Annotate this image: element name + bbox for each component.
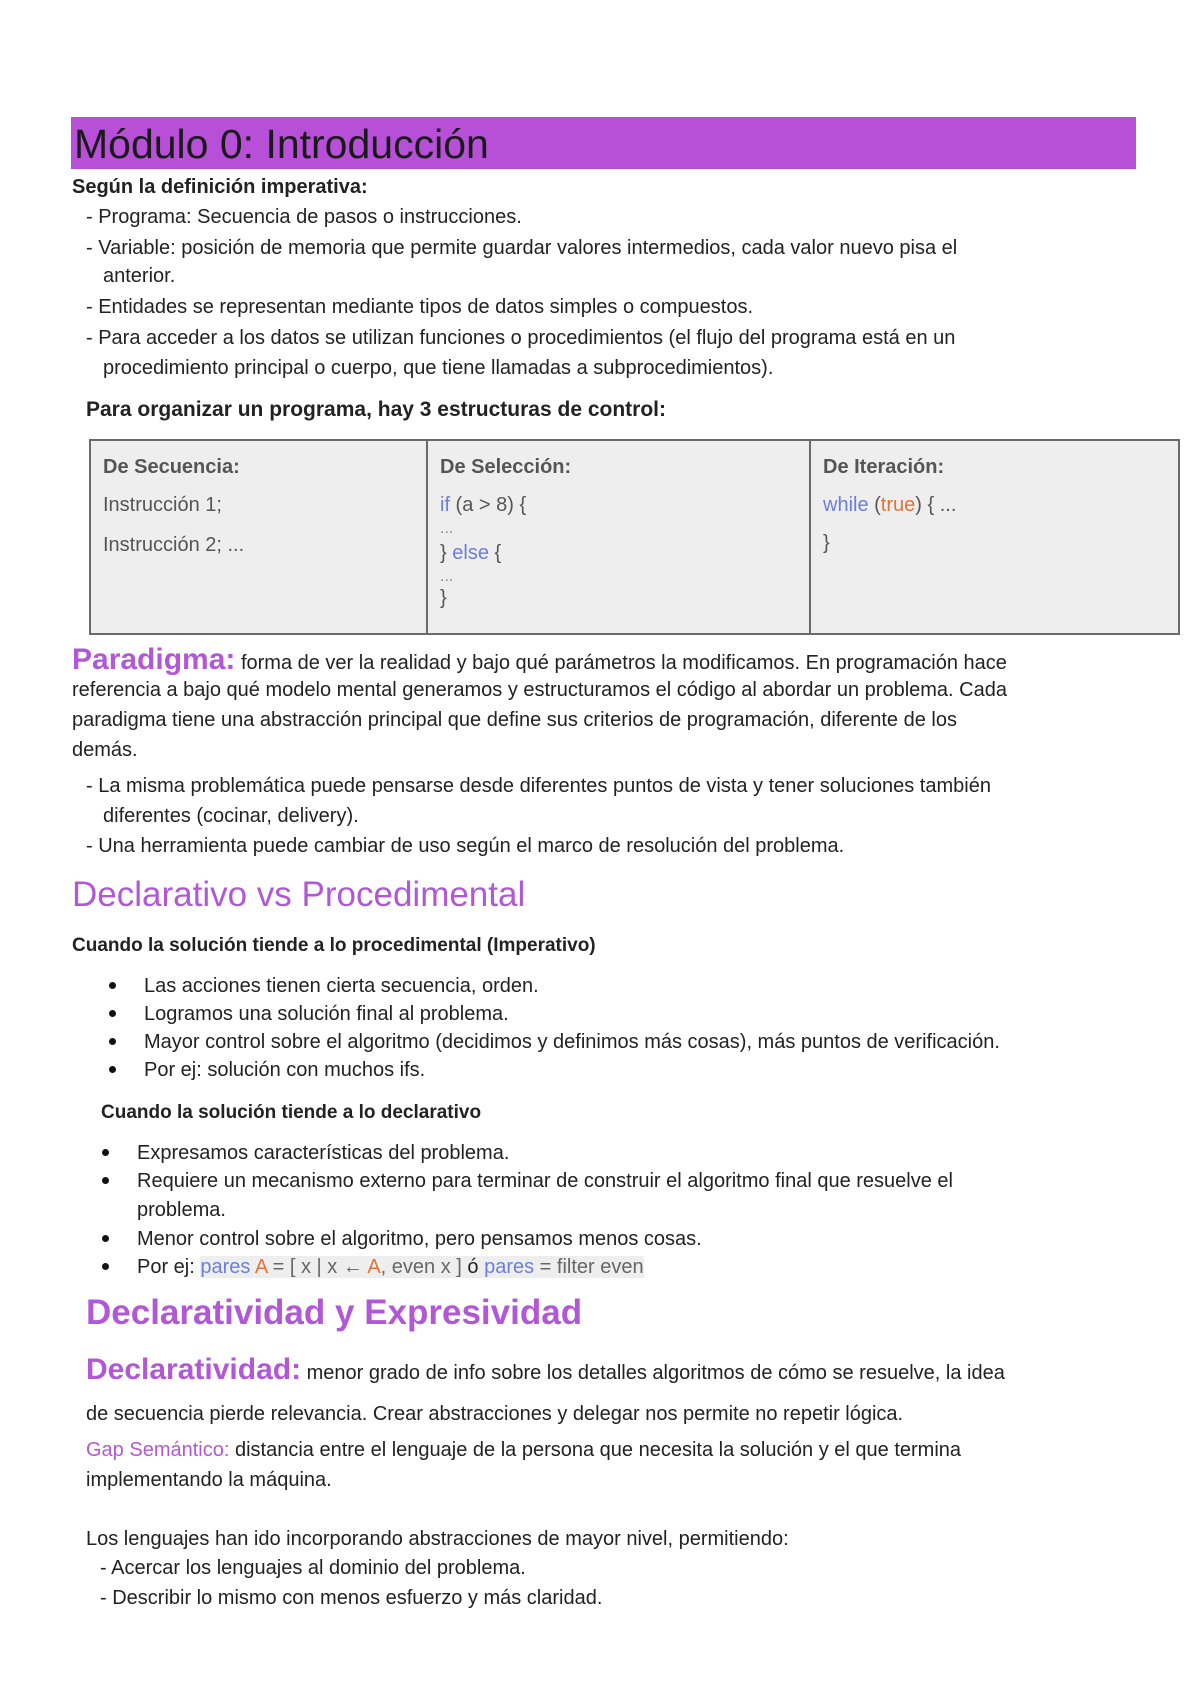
sequence-title: De Secuencia: bbox=[103, 456, 240, 478]
bullet bbox=[102, 1263, 109, 1270]
keyword-if: if bbox=[440, 494, 450, 516]
paradigm-line-3: paradigma tiene una abstracción principal que define sus criterios de programación, diferente de los bbox=[72, 709, 957, 731]
example-a-2: A bbox=[362, 1256, 381, 1278]
languages-item-2: - Describir lo mismo con menos esfuerzo y más claridad. bbox=[100, 1587, 603, 1609]
gap-text-1: distancia entre el lenguaje de la persona que necesita la solución y el que termina bbox=[229, 1439, 962, 1461]
procedural-item-4: Por ej: solución con muchos ifs. bbox=[144, 1059, 426, 1081]
bullet bbox=[109, 1038, 116, 1045]
bullet bbox=[102, 1177, 109, 1184]
imperative-item-1: - Programa: Secuencia de pasos o instrucciones. bbox=[86, 206, 522, 228]
if-condition: (a > 8) { bbox=[450, 494, 527, 516]
keyword-else: else bbox=[452, 542, 489, 564]
bullet bbox=[102, 1235, 109, 1242]
imperative-heading: Según la definición imperativa: bbox=[72, 176, 368, 198]
declarative-subheading: Cuando la solución tiende a lo declarativo bbox=[101, 1102, 482, 1123]
else-brace: } bbox=[440, 542, 453, 564]
declarativity-line-2: de secuencia pierde relevancia. Crear abstracciones y delegar nos permite no repetir lógica. bbox=[86, 1403, 904, 1425]
selection-if-line bbox=[440, 491, 797, 519]
iteration-title: De Iteración: bbox=[823, 456, 945, 478]
example-arrow: ← bbox=[342, 1256, 363, 1278]
bullet bbox=[109, 982, 116, 989]
example-pares-1: pares bbox=[200, 1256, 251, 1278]
paradigm-item-1: - La misma problemática puede pensarse desde diferentes puntos de vista y tener soluciones también bbox=[86, 775, 991, 797]
declarative-item-4-example bbox=[137, 1252, 644, 1282]
imperative-item-4-cont: procedimiento principal o cuerpo, que tiene llamadas a subprocedimientos). bbox=[103, 357, 774, 379]
bullet bbox=[102, 1149, 109, 1156]
gap-term: Gap Semántico: bbox=[86, 1439, 230, 1461]
declarative-item-2: Requiere un mecanismo externo para terminar de construir el algoritmo final que resuelve el bbox=[137, 1170, 953, 1192]
gap-line-2: implementando la máquina. bbox=[86, 1469, 332, 1491]
gap-line-1 bbox=[86, 1435, 961, 1465]
languages-item-1: - Acercar los lenguajes al dominio del problema. bbox=[100, 1557, 526, 1579]
declarativity-term: Declaratividad: bbox=[86, 1353, 302, 1386]
imperative-item-4: - Para acceder a los datos se utilizan funciones o procedimientos (el flujo del programa está en un bbox=[86, 327, 956, 349]
else-open: { bbox=[488, 542, 502, 564]
paradigm-term: Paradigma: bbox=[72, 643, 236, 676]
selection-dots-2: ... bbox=[440, 568, 454, 585]
selection-else-line bbox=[440, 539, 797, 567]
bullet bbox=[109, 1066, 116, 1073]
languages-intro: Los lenguajes han ido incorporando abstracciones de mayor nivel, permitiendo: bbox=[86, 1528, 789, 1550]
paradigm-line-4: demás. bbox=[72, 739, 138, 761]
example-rest: = filter even bbox=[534, 1256, 644, 1278]
declarative-item-1: Expresamos características del problema. bbox=[137, 1142, 510, 1164]
declarativity-heading: Declaratividad y Expresividad bbox=[86, 1293, 583, 1332]
paradigm-text-1: forma de ver la realidad y bajo qué parámetros la modificamos. En programación hace bbox=[235, 652, 1007, 674]
page-title: Módulo 0: Introducción bbox=[74, 121, 489, 167]
structures-heading: Para organizar un programa, hay 3 estructuras de control: bbox=[86, 398, 666, 421]
paradigm-line-2: referencia a bajo qué modelo mental generamos y estructuramos el código al abordar un problema. Cada bbox=[72, 679, 1007, 701]
example-code bbox=[200, 1256, 643, 1278]
imperative-item-3: - Entidades se representan mediante tipos de datos simples o compuestos. bbox=[86, 296, 754, 318]
declarativity-line-1 bbox=[86, 1355, 1005, 1388]
while-paren: ( bbox=[868, 494, 881, 516]
selection-close: } bbox=[440, 587, 447, 609]
selection-dots-1: ... bbox=[440, 520, 454, 537]
example-prefix: Por ej: bbox=[137, 1256, 201, 1278]
declarative-item-2-cont: problema. bbox=[137, 1199, 226, 1221]
declarative-item-3: Menor control sobre el algoritmo, pero pensamos menos cosas. bbox=[137, 1228, 702, 1250]
paradigm-item-1-cont: diferentes (cocinar, delivery). bbox=[103, 805, 359, 827]
paradigm-item-2: - Una herramienta puede cambiar de uso según el marco de resolución del problema. bbox=[86, 835, 845, 857]
procedural-subheading: Cuando la solución tiende a lo procedimental (Imperativo) bbox=[72, 935, 596, 956]
procedural-item-1: Las acciones tienen cierta secuencia, orden. bbox=[144, 975, 539, 997]
keyword-true: true bbox=[880, 494, 916, 516]
imperative-item-2: - Variable: posición de memoria que permite guardar valores intermedios, cada valor nuevo pisa el bbox=[86, 237, 958, 259]
selection-cell bbox=[427, 440, 810, 634]
while-rest: ) { ... bbox=[915, 494, 957, 516]
paradigm-line-1 bbox=[72, 645, 1007, 678]
procedural-item-2: Logramos una solución final al problema. bbox=[144, 1003, 509, 1025]
example-mid-2: , even x ] bbox=[380, 1256, 468, 1278]
imperative-item-2-cont: anterior. bbox=[103, 265, 176, 287]
sequence-cell bbox=[90, 440, 427, 634]
iteration-close: } bbox=[823, 532, 830, 554]
iteration-while-line bbox=[823, 491, 1166, 519]
iteration-cell bbox=[810, 440, 1179, 634]
sequence-line-2: Instrucción 2; ... bbox=[103, 534, 245, 556]
example-pares-2: pares bbox=[478, 1256, 535, 1278]
control-structures-table bbox=[89, 439, 1180, 635]
sequence-line-1: Instrucción 1; bbox=[103, 494, 222, 516]
example-o: ó bbox=[467, 1256, 479, 1278]
example-a-1: A bbox=[250, 1256, 268, 1278]
selection-title: De Selección: bbox=[440, 456, 572, 478]
bullet bbox=[109, 1010, 116, 1017]
example-mid-1: = [ x | x bbox=[267, 1256, 343, 1278]
keyword-while: while bbox=[823, 494, 869, 516]
decl-vs-proc-heading: Declarativo vs Procedimental bbox=[72, 875, 526, 914]
declarativity-text-1: menor grado de info sobre los detalles algoritmos de cómo se resuelve, la idea bbox=[301, 1362, 1005, 1384]
procedural-item-3: Mayor control sobre el algoritmo (decidimos y definimos más cosas), más puntos de verificación. bbox=[144, 1031, 1000, 1053]
